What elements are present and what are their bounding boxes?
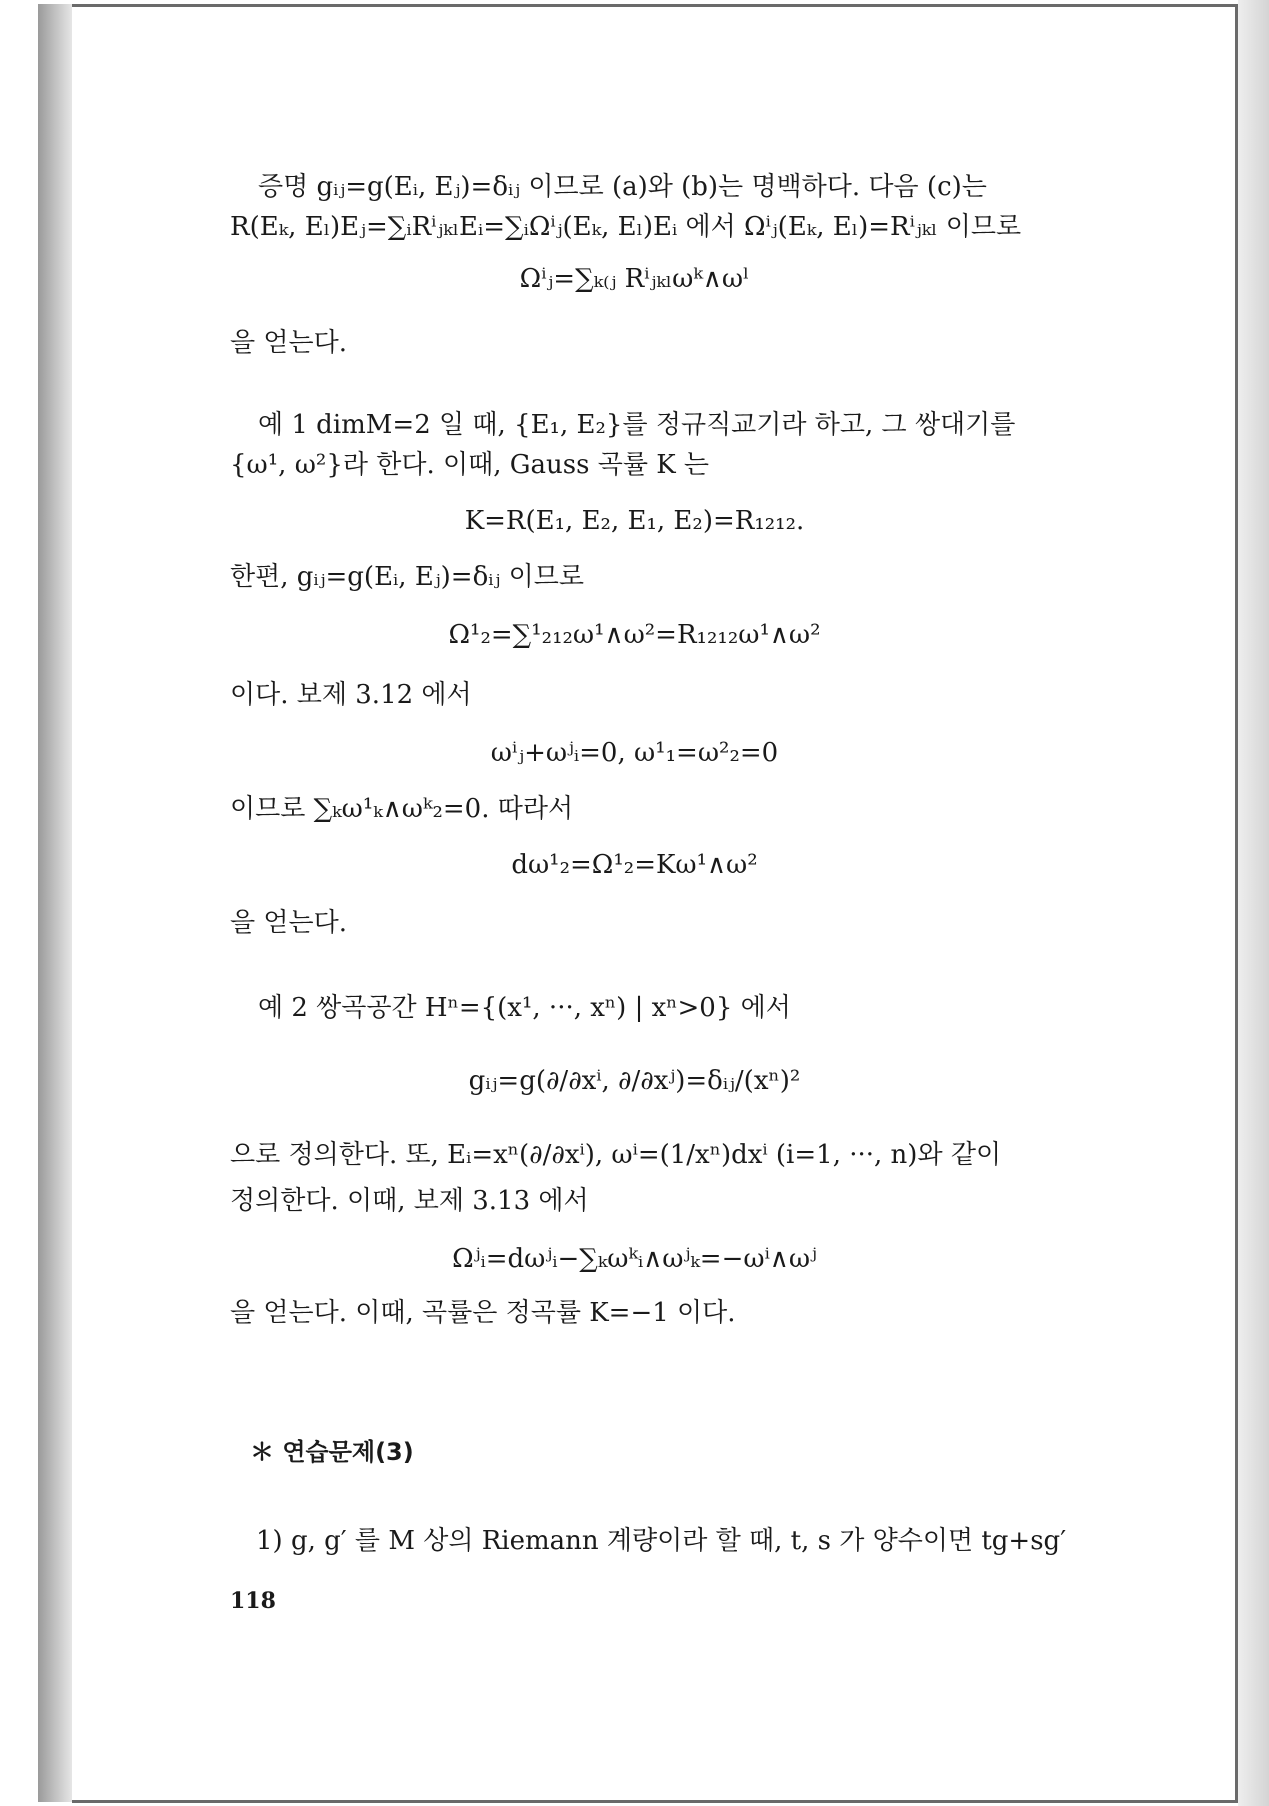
example-1-line-5: 이므로 ∑ₖω¹ₖ∧ωᵏ₂=0. 따라서	[230, 794, 574, 824]
example-2-line-1: 예 2 쌍곡공간 Hⁿ={(x¹, ···, xⁿ) | xⁿ>0} 에서	[258, 993, 791, 1023]
page-number: 118	[230, 1588, 276, 1614]
example-2-line-2: 으로 정의한다. 또, Eᵢ=xⁿ(∂/∂xⁱ), ωⁱ=(1/xⁿ)dxⁱ (i=1, ···, n)와 같이	[230, 1140, 1002, 1170]
proof-line-1: 증명 gᵢⱼ=g(Eᵢ, Eⱼ)=δᵢⱼ 이므로 (a)와 (b)는 명백하다. 다음 (c)는	[258, 172, 987, 202]
equation-gauss-curvature: K=R(E₁, E₂, E₁, E₂)=R₁₂₁₂.	[464, 506, 805, 536]
equation-hyperbolic-curvature: Ωʲᵢ=dωʲᵢ−∑ₖωᵏᵢ∧ωʲₖ=−ωⁱ∧ωʲ	[452, 1244, 817, 1274]
example-1-line-3: 한편, gᵢⱼ=g(Eᵢ, Eⱼ)=δᵢⱼ 이므로	[230, 562, 584, 592]
example-1-line-6: 을 얻는다.	[230, 908, 347, 938]
example-1-line-1: 예 1 dimM=2 일 때, {E₁, E₂}를 정규직교기라 하고, 그 쌍대기를	[258, 410, 1016, 440]
equation-curvature-form: Ωⁱⱼ=∑ₖ₍ⱼ Rⁱⱼₖₗωᵏ∧ωˡ	[519, 264, 750, 294]
equation-connection-forms: ωⁱⱼ+ωʲᵢ=0, ω¹₁=ω²₂=0	[490, 738, 779, 768]
equation-omega-12: Ω¹₂=∑¹₂₁₂ω¹∧ω²=R₁₂₁₂ω¹∧ω²	[448, 620, 821, 650]
equation-hyperbolic-metric: gᵢⱼ=g(∂/∂xⁱ, ∂/∂xʲ)=δᵢⱼ/(xⁿ)²	[468, 1066, 801, 1096]
proof-line-3: 을 얻는다.	[230, 328, 347, 358]
page-border-top	[72, 4, 1238, 7]
equation-structure: dω¹₂=Ω¹₂=Kω¹∧ω²	[511, 850, 758, 880]
example-1-line-4: 이다. 보제 3.12 에서	[230, 680, 472, 710]
page-border-bottom	[72, 1800, 1238, 1803]
exercise-item-1: 1) g, g′ 를 M 상의 Riemann 계량이라 할 때, t, s 가 양수이면 tg+sg′	[256, 1526, 1067, 1556]
exercise-heading: ＊ 연습문제(3)	[250, 1438, 414, 1466]
example-2-line-3: 정의한다. 이때, 보제 3.13 에서	[230, 1186, 589, 1216]
proof-line-2: R(Eₖ, Eₗ)Eⱼ=∑ᵢRⁱⱼₖₗEᵢ=∑ᵢΩⁱⱼ(Eₖ, Eₗ)Eᵢ 에서 Ωⁱⱼ(Eₖ, Eₗ)=Rⁱⱼₖₗ 이므로	[230, 212, 1022, 242]
example-2-line-4: 을 얻는다. 이때, 곡률은 정곡률 K=−1 이다.	[230, 1298, 736, 1328]
example-1-line-2: {ω¹, ω²}라 한다. 이때, Gauss 곡률 K 는	[230, 450, 710, 480]
